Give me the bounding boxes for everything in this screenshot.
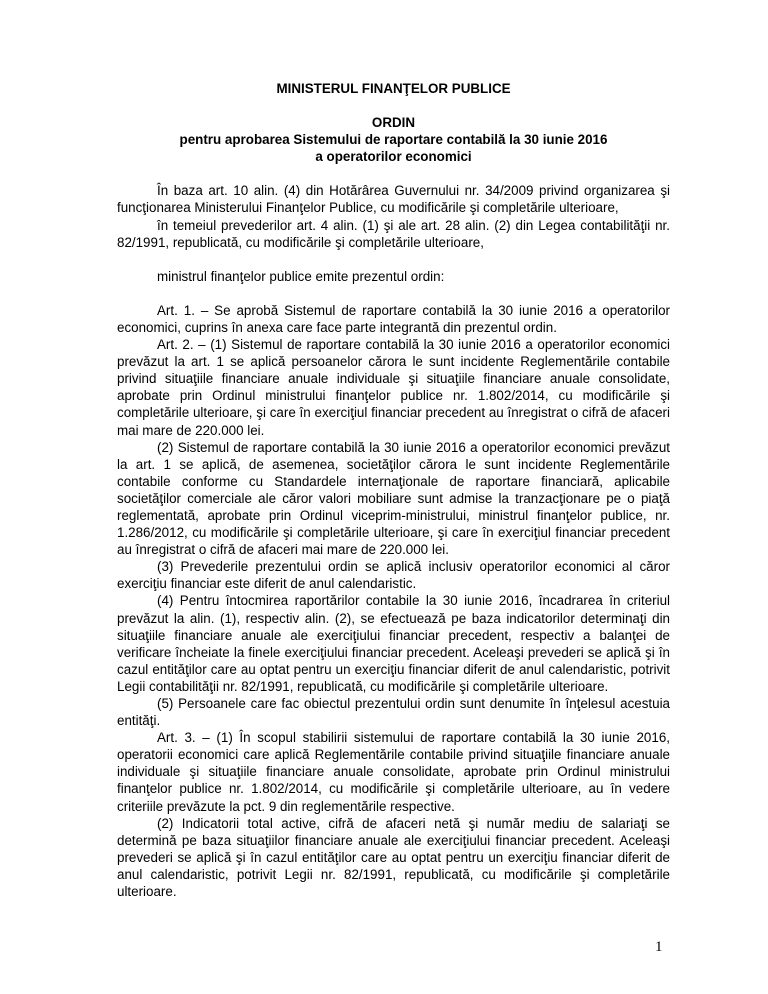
- article-1: Art. 1. – Se aprobă Sistemul de raportare contabilă la 30 iunie 2016 a operatorilor economici, cuprins în anexa care face parte integrantă din prezentul ordin.: [117, 302, 670, 335]
- document-page: [117, 80, 670, 900]
- ministry-heading: MINISTERUL FINANŢELOR PUBLICE: [276, 81, 511, 96]
- intro-paragraph-1: În baza art. 10 alin. (4) din Hotărârea Guvernului nr. 34/2009 privind organizarea şi funcţionarea Ministerului Finanţelor Publice, cu modificările şi completările ulterioare,: [117, 183, 670, 216]
- article-3-para-2: (2) Indicatorii total active, cifră de afaceri netă şi număr mediu de salariaţi se determină pe baza situaţiilor financiare anuale ale exerciţiului financiar precedent. Aceleaşi prevederi se aplică şi în cazul entităţilor care au optat pentru un exerciţiu financiar diferit de anul calendaristic, potrivit Legii nr. 82/1991, republicată, cu modificările şi completările ulterioare.: [117, 815, 670, 900]
- order-subtitle-line2: a operatorilor economici: [315, 149, 472, 165]
- order-subtitle-line1: pentru aprobarea Sistemului de raportare contabilă la 30 iunie 2016: [179, 132, 608, 148]
- article-2-para-2: (2) Sistemul de raportare contabilă la 30 iunie 2016 a operatorilor economici prevăzut la art. 1 se aplică, de asemenea, societăţilor cărora le sunt incidente Reglementările contabile conforme cu Standardele internaţionale de raportare financiară, aplicabile societăţilor comerciale ale căror valori mobiliare sunt admise la tranzacţionare pe o piaţă reglementată, aprobate prin Ordinul viceprim-ministrului, ministrul finanţelor publice, nr. 1.286/2012, cu modificările şi completările ulterioare, şi care în exerciţiul financiar precedent au înregistrat o cifră de afaceri mai mare de 220.000 lei.: [117, 439, 670, 558]
- order-title: ORDIN: [371, 115, 416, 131]
- page-number: 1: [655, 939, 663, 955]
- intro-paragraph-2: în temeiul prevederilor art. 4 alin. (1) şi ale art. 28 alin. (2) din Legea contabilităţii nr. 82/1991, republicată, cu modificările şi completările ulterioare,: [117, 217, 670, 250]
- article-3-para-1: Art. 3. – (1) În scopul stabilirii sistemului de raportare contabilă la 30 iunie 2016, operatorii economici care aplică Reglementările contabile privind situaţiile financiare anuale individuale şi situaţiile financiare anuale consolidate, aprobate prin Ordinul ministrului finanţelor publice nr. 1.802/2014, cu modificările şi completările ulterioare, au în vedere criteriile prevăzute la pct. 9 din reglementările respective.: [117, 730, 670, 814]
- minister-statement: ministrul finanţelor publice emite prezentul ordin:: [157, 268, 445, 284]
- article-2-para-1: Art. 2. – (1) Sistemul de raportare contabilă la 30 iunie 2016 a operatorilor economici prevăzut la art. 1 se aplică persoanelor cărora le sunt incidente Reglementările contabile privind situaţiile financiare anuale individuale şi situaţiile financiare anuale consolidate, aprobate prin Ordinul ministrului finanţelor publice nr. 1.802/2014, cu modificările şi completările ulterioare, şi care în exerciţiul financiar precedent au înregistrat o cifră de afaceri mai mare de 220.000 lei.: [117, 337, 670, 438]
- article-2-para-4: (4) Pentru întocmirea raportărilor contabile la 30 iunie 2016, încadrarea în criteriul prevăzut la alin. (1), respectiv alin. (2), se efectuează pe baza indicatorilor determinaţi din situaţiile financiare anuale ale exerciţiului financiar precedent, respectiv a balanţei de verificare încheiate la finele exerciţiului financiar precedent. Aceleaşi prevederi se aplică şi în cazul entităţilor care au optat pentru un exerciţiu financiar diferit de anul calendaristic, potrivit Legii contabilităţii nr. 82/1991, republicată, cu modificările şi completările ulterioare.: [117, 593, 670, 694]
- article-2-para-3: (3) Prevederile prezentului ordin se aplică inclusiv operatorilor economici al căror exerciţiu financiar este diferit de anul calendaristic.: [117, 559, 670, 592]
- article-2-para-5: (5) Persoanele care fac obiectul prezentului ordin sunt denumite în înţelesul acestuia entităţi.: [117, 696, 670, 729]
